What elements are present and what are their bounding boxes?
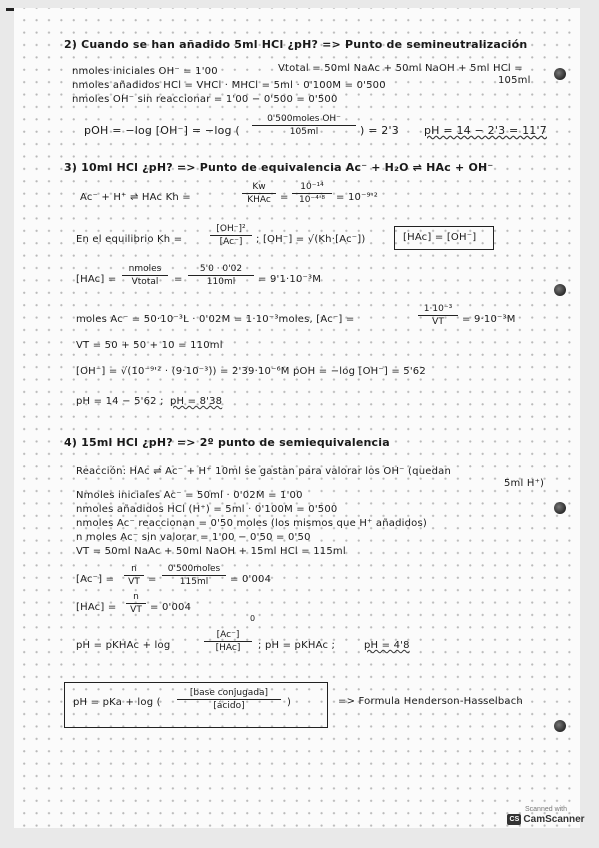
poh-denominator: 105ml: [289, 127, 319, 137]
boxed-equality-text: [HAc] = [OH⁻]: [403, 232, 477, 243]
section-2-heading: 2) Cuando se han añadido 5ml HCl ¿pH? => Punto de semineutralización: [64, 38, 528, 51]
equilibrium-denominator: [Ac⁻]: [219, 237, 243, 247]
section-4-line: VT = 50ml NaAc + 50ml NaOH + 15ml HCl = 115ml: [76, 546, 346, 557]
watermark-caption: Scanned with: [524, 806, 568, 813]
hac-value-numerator: 5'0 · 0'02: [199, 264, 243, 274]
section-2-line: nmoles iniciales OH⁻ = 1'00: [72, 66, 218, 77]
binder-hole: [554, 720, 566, 732]
camscanner-watermark: [502, 806, 590, 825]
henderson-formula-rhs: ): [287, 697, 292, 708]
ph-line-3: pH = 14 − 5'62 ;: [76, 396, 164, 407]
equals-sign: =: [148, 574, 157, 585]
ph-result-4: pH = 4'8: [364, 640, 410, 651]
hac-value-denominator: 110ml: [206, 277, 236, 287]
boxed-equality: [394, 226, 494, 250]
hac-result-4: = 0'004: [150, 602, 192, 613]
kh-numerator: Kw: [252, 182, 266, 192]
henderson-note: => Formula Henderson-Hasselbach: [338, 696, 523, 707]
camscanner-logo-icon: CS: [507, 814, 521, 825]
section-4-line: nmoles añadidos HCl (H⁺) = 5ml · 0'100M = 0'500: [76, 504, 338, 515]
hac-expression: [HAc] =: [76, 274, 117, 285]
log-ratio-numerator: [Ac⁻]: [216, 630, 240, 640]
reaction-line-tail: 5ml H⁺): [504, 478, 545, 489]
oh-sqrt-expression: ; [OH⁻] = √(Kh·[Ac⁻]): [256, 234, 366, 245]
kh-denominator: KHAc: [247, 195, 271, 205]
ac-expression: [Ac⁻] =: [76, 574, 115, 585]
section-4-line: nmoles Ac⁻ reaccionan = 0'50 moles (los mismos que H⁺ añadidos): [76, 518, 427, 529]
section-4-heading: 4) 15ml HCl ¿pH? => 2º punto de semiequivalencia: [64, 436, 390, 449]
kh-expression: Ac⁻ + H⁺ ⇌ HAc Kh =: [80, 192, 191, 203]
kh-value-fraction: [292, 182, 332, 205]
equals-sign: =: [174, 274, 183, 285]
kh-result: = 10⁻⁹'²: [336, 192, 378, 203]
ph-result-2: pH = 14 − 2'3 = 11'7: [424, 124, 547, 137]
kh-value-numerator: 10⁻¹⁴: [300, 182, 324, 192]
poh-result: ) = 2'3: [360, 124, 399, 137]
henderson-expression: pH = pKHAc + log: [76, 640, 171, 651]
moles-ac-expression: moles Ac⁻ = 50·10⁻³L · 0'02M = 1·10⁻³moles, [Ac⁻] =: [76, 314, 355, 325]
hac-denominator: Vtotal: [131, 277, 159, 287]
poh-expression: pOH = −log [OH⁻] = −log (: [84, 124, 240, 137]
ac-value-denominator: 115ml: [179, 577, 209, 587]
poh-numerator: 0'500moles OH⁻: [267, 114, 341, 124]
hac-numerator: nmoles: [128, 264, 162, 274]
section-3-heading: 3) 10ml HCl ¿pH? => Punto de equivalencia Ac⁻ + H₂O ⇌ HAc + OH⁻: [64, 161, 494, 174]
ac-concentration-numerator: 1·10⁻³: [423, 304, 453, 314]
section-4-line: n moles Ac⁻ sin valorar = 1'00 − 0'50 = 0'50: [76, 532, 311, 543]
ac-denominator: VT: [128, 577, 140, 587]
ac-value-numerator: 0'500moles: [167, 564, 221, 574]
corner-mark: [6, 8, 14, 11]
oh-concentration-line: [OH⁻] = √(10⁻⁹'² · (9·10⁻³)) = 2'39·10⁻⁶M pOH = −log [OH⁻] = 5'62: [76, 366, 426, 377]
poh-fraction: [252, 114, 356, 137]
section-2-vtotal: Vtotal = 50ml NaAc + 50ml NaOH + 5ml HCl =: [278, 63, 523, 74]
hac-denominator-4: VT: [130, 605, 142, 615]
binder-hole: [554, 502, 566, 514]
hac-numerator-4: n: [133, 592, 139, 602]
ac-concentration-fraction: [418, 304, 458, 327]
equilibrium-numerator: [OH⁻]²: [216, 224, 246, 234]
equals-sign: =: [280, 192, 289, 203]
ac-concentration-result: = 9·10⁻³M: [462, 314, 516, 325]
henderson-fraction: [177, 688, 281, 711]
tends-to-zero-mark: 0: [250, 614, 256, 623]
kh-value-denominator: 10⁻⁴'⁸: [299, 195, 325, 205]
binder-hole: [554, 68, 566, 80]
reaction-line: Reacción: HAc ⇌ Ac⁻ + H⁺ 10ml se gastan para valorar los OH⁻ (quedan: [76, 466, 451, 477]
hac-expression-4: [HAc] =: [76, 602, 117, 613]
equilibrium-expression: En el equilibrio Kh =: [76, 234, 183, 245]
henderson-numerator: [base conjugada]: [189, 688, 269, 698]
watermark-brand-text: CamScanner: [523, 814, 585, 826]
log-ratio-fraction: [204, 630, 252, 653]
ac-result: = 0'004: [230, 574, 272, 585]
notebook-page: [14, 8, 580, 828]
section-2-line: nmoles añadidos HCl = VHCl · MHCl = 5ml · 0'100M = 0'500: [72, 80, 386, 91]
ac-numerator: n: [131, 564, 137, 574]
henderson-denominator: [ácido]: [213, 701, 245, 711]
binder-hole: [554, 284, 566, 296]
kh-fraction: [242, 182, 276, 205]
henderson-formula-lhs: pH = pKa + log (: [73, 697, 161, 708]
henderson-formula-box: [64, 682, 328, 728]
watermark-brand: [502, 814, 590, 825]
section-2-vtotal-value: 105ml: [498, 75, 531, 86]
ph-result-3: pH = 8'38: [170, 396, 223, 407]
ac-value-fraction: [162, 564, 226, 587]
log-ratio-denominator: [HAc]: [215, 643, 241, 653]
hac-fraction: [122, 264, 168, 287]
hac-result: = 9'1·10⁻³M: [258, 274, 322, 285]
hac-value-fraction: [188, 264, 254, 287]
hac-fraction-4: [126, 592, 146, 615]
equilibrium-fraction: [210, 224, 252, 247]
ph-equals-pka: ; pH = pKHAc ;: [258, 640, 336, 651]
ac-fraction: [124, 564, 144, 587]
ac-concentration-denominator: VT: [432, 317, 444, 327]
section-4-line: Nmoles iniciales Ac⁻ = 50ml · 0'02M = 1'00: [76, 490, 303, 501]
section-2-line: nmoles OH⁻ sin reaccionar = 1'00 − 0'500 = 0'500: [72, 94, 338, 105]
total-volume-line: VT = 50 + 50 + 10 = 110ml: [76, 340, 223, 351]
